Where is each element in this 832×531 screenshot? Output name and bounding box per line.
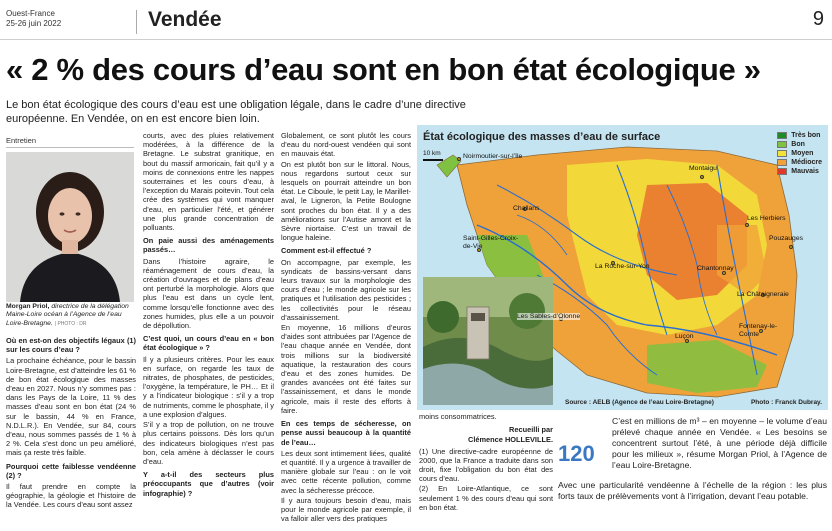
map-scale-bar <box>423 159 443 161</box>
header-divider <box>136 10 137 34</box>
col3-paragraph-5: Les deux sont intimement liées, qualité et quantité. Il y a urgence à travailler de manière globale sur l’eau : on le voit avec cette récente pollution, comme avec la sécheresse précoce. <box>281 448 411 495</box>
legend-label: Moyen <box>791 150 814 157</box>
river-photo-illustration <box>423 277 553 405</box>
col3-question-1: Comment est-il effectué ? <box>281 246 372 256</box>
col2-paragraph-4: S’il y a trop de pollution, on ne trouve plus certains poissons. Dès lors qu’un des indicateurs biologiques n’est pas bon, cela amène à déclasser le cours d’eau. <box>143 420 274 466</box>
map-title: État écologique des masses d’eau de surface <box>423 131 661 143</box>
col2-paragraph-2: Dans l’histoire agraire, le réaménagement de cours d’eau, la création d’ouvrages et de plans d’eau ont perturbé la morphologie. Alors que plus l’eau est dans un cycle lent, comme lorsqu’elle fonctionne avec des zones humides, plus elle a un pouvoir de dépollution. <box>143 256 274 331</box>
tag-divider <box>6 147 134 148</box>
question-2: Pourquoi cette faiblesse vendéenne (2) ? <box>6 461 136 480</box>
caption-text: directrice de la délégation Maine-Loire océan à l’Agence de l’eau Loire-Bretagne. <box>6 303 129 327</box>
headline: « 2 % des cours d’eau sont en bon état écologique » <box>6 52 761 87</box>
map-source: Source : AELB (Agence de l’eau Loire-Bretagne) <box>565 399 714 406</box>
legend-swatch <box>777 150 787 157</box>
stat-text: C’est en millions de m³ – en moyenne – le volume d’eau prélevé chaque année en Vendée. « Les besoins se concentrent surtout l’été, à une période déjà difficile pour les milieux », résume Morgan Priol, à l’Agence de l’eau Loire-Bretagne. <box>612 416 827 470</box>
town-saint-gilles: Saint-Gilles-Croix-de-Vie <box>463 235 519 250</box>
town-sables: Les Sables-d’Olonne <box>517 313 581 320</box>
page-header <box>0 0 832 40</box>
standfirst: Le bon état écologique des cours d’eau est une obligation légale, dans le cadre d’une directive européenne. En Vendée, on en est encore bien loin. <box>6 99 466 125</box>
legend-swatch <box>777 141 787 148</box>
legend-swatch <box>777 168 787 175</box>
legend-item <box>777 140 822 149</box>
legend-label: Bon <box>791 141 805 148</box>
legend-swatch <box>777 159 787 166</box>
col2-paragraph-3: Il y a plusieurs critères. Pour les eaux en surface, on regarde les taux de nitrates, de phosphates, de pesticides, l’oxygène, la température, le PH… Et il y a l’indicateur biologique : s’il y a trop de nutriments, comme le phosphate, il y a une explosion d’algues. <box>143 354 274 419</box>
water-quality-map <box>417 125 828 410</box>
legend-item <box>777 158 822 167</box>
column-1 <box>6 332 136 529</box>
page-number: 9 <box>812 8 824 30</box>
col3-paragraph-6: Il y aura toujours besoin d’eau, mais pour le monde agricole par exemple, il va falloir aller vers des pratiques <box>281 495 411 524</box>
col2-question-2: C’est quoi, un cours d’eau en « bon état écologique » ? <box>143 334 274 353</box>
portrait-illustration <box>6 152 134 302</box>
col3-paragraph-3: On accompagne, par exemple, les syndicats de bassins-versant dans leurs travaux sur la morphologie des cours d’eau ; le monde agricole sur les pratiques et l’utilisation des pesticides ; les collectivités pour le réseau d’assainissement. <box>281 257 411 322</box>
town-marker <box>789 245 793 249</box>
column-2 <box>143 131 274 529</box>
col2-paragraph-1: courts, avec des pluies relativement modérées, à la différence de la Bretagne. Le substrat granitique, en bout du massif armoricain, fait qu’il y a moins de connexions entre les nappes souterraines et les cours d’eau, à l’exception du Marais poitevin. Tout cela crée des systèmes qui vont manquer d’eau, en particulier l’été, et générer une plus grande concentration de polluants. <box>143 131 274 233</box>
col2-question-1: On paie aussi des aménagements passés… <box>143 236 274 255</box>
byline-name: Clémence HOLLEVILLE. <box>467 435 553 445</box>
col3-paragraph-1: Globalement, ce sont plutôt les cours d’eau du nord-ouest vendéen qui sont en mauvais état. <box>281 131 411 159</box>
town-lucon: Luçon <box>675 333 694 340</box>
town-marker <box>700 175 704 179</box>
town-fontenay: Fontenay-le-Comte <box>739 323 778 338</box>
answer-1: La prochaine échéance, pour le bassin Loire-Bretagne, est d’atteindre les 61 % de bon état écologique des masses d’eau en 2027. Nous n’y sommes pas : dans les Pays de la Loire, 11 % des masses d’eau sont en bon état (24 % sur le bassin, 44 % en France, N.D.L.R.). En Vendée, sur 84, cours d’eau, nous sommes passés de 1 % à 2 %. Cela s’est donc un peu amélioré, mais ça reste très faible. <box>6 356 136 458</box>
question-1: Où en est-on des objectifs légaux (1) sur les cours d’eau ? <box>6 336 136 355</box>
legend-swatch <box>777 132 787 139</box>
col3-question-2: En ces temps de sécheresse, on pense aussi beaucoup à la quantité de l’eau… <box>281 419 411 447</box>
town-challans: Challans <box>513 205 540 212</box>
legend-item <box>777 149 822 158</box>
town-marker <box>457 157 461 161</box>
column-4 <box>419 412 553 529</box>
footnote-2: (2) En Loire-Atlantique, ce sont seulement 1 % des cours d’eau qui sont en bon état. <box>419 484 553 512</box>
footnote-1: (1) Une directive-cadre européenne de 2000, que la France a traduite dans son droit, fixe l’obligation du bon état des cours d’eau. <box>419 446 553 484</box>
caption-credit: | PHOTO : DR <box>54 320 87 327</box>
paper-name: Ouest-France <box>6 9 55 18</box>
river-photo <box>423 277 553 405</box>
town-noirmoutier: Noirmoutier-sur-l’île <box>463 153 523 160</box>
col4-paragraph-1: moins consommatrices. <box>419 412 497 421</box>
answer-2: Il faut prendre en compte la géographie, la géologie et l’histoire de la Vendée. Les cours d’eau sont assez <box>6 482 136 510</box>
stat-text-2: Avec une particularité vendéenne à l’échelle de la région : les plus forts taux de prélèvements vont à l’irrigation, devant l’eau potable. <box>558 480 827 501</box>
section-title: Vendée <box>148 8 222 31</box>
map-legend <box>777 131 822 176</box>
town-herbiers: Les Herbiers <box>747 215 786 222</box>
portrait-caption <box>6 303 136 328</box>
town-chantonnay: Chantonnay <box>697 265 734 272</box>
legend-label: Mauvais <box>791 168 819 175</box>
map-scale-label: 10 km <box>423 150 441 157</box>
town-marker <box>745 223 749 227</box>
caption-name: Morgan Priol, <box>6 303 50 310</box>
town-montaigu: Montaigu <box>689 165 717 172</box>
portrait-photo <box>6 152 134 302</box>
col3-paragraph-2: On est plutôt bon sur le littoral. Nous, nous regardons surtout ceux sur lesquels on pourrait atteindre un bon état. Le Ciboule, le petit Lay, le Marillet-aval, le Ligneron, la Petite Boulogne sont proches du bon état. Il y a des améliorations sur l’Autise amont et la Sèvre niortaise. C’est un travail de longue haleine. <box>281 159 411 243</box>
stat-figure: 120 <box>558 441 595 466</box>
town-la-roche: La Roche-sur-Yon <box>595 263 650 270</box>
town-pouzauges: Pouzauges <box>769 235 804 242</box>
byline-label: Recueilli par <box>509 425 553 435</box>
col3-paragraph-4: En moyenne, 16 millions d’euros d’aides sont attribuées par l’Agence de l’eau chaque année en Vendée, dont trois millions sur la biodiversité aquatique, la restauration des cours d’eau et des zones humides. De grandes avancées ont été faites sur l’assainissement, et dans le monde agricole, mais il reste des efforts à faire. <box>281 323 411 415</box>
column-3 <box>281 131 411 529</box>
photo-credit: Photo : Franck Dubray. <box>750 399 822 406</box>
interview-tag: Entretien <box>6 136 37 145</box>
legend-item <box>777 167 822 176</box>
paper-date: 25-26 juin 2022 <box>6 19 62 28</box>
town-chataigneraie: La Châtaigneraie <box>737 291 789 298</box>
legend-label: Médiocre <box>791 159 822 166</box>
col2-question-3: Y a-t-il des secteurs plus préoccupants que d’autres (voir infographie) ? <box>143 470 274 498</box>
legend-label: Très bon <box>791 132 821 139</box>
legend-item <box>777 131 822 140</box>
